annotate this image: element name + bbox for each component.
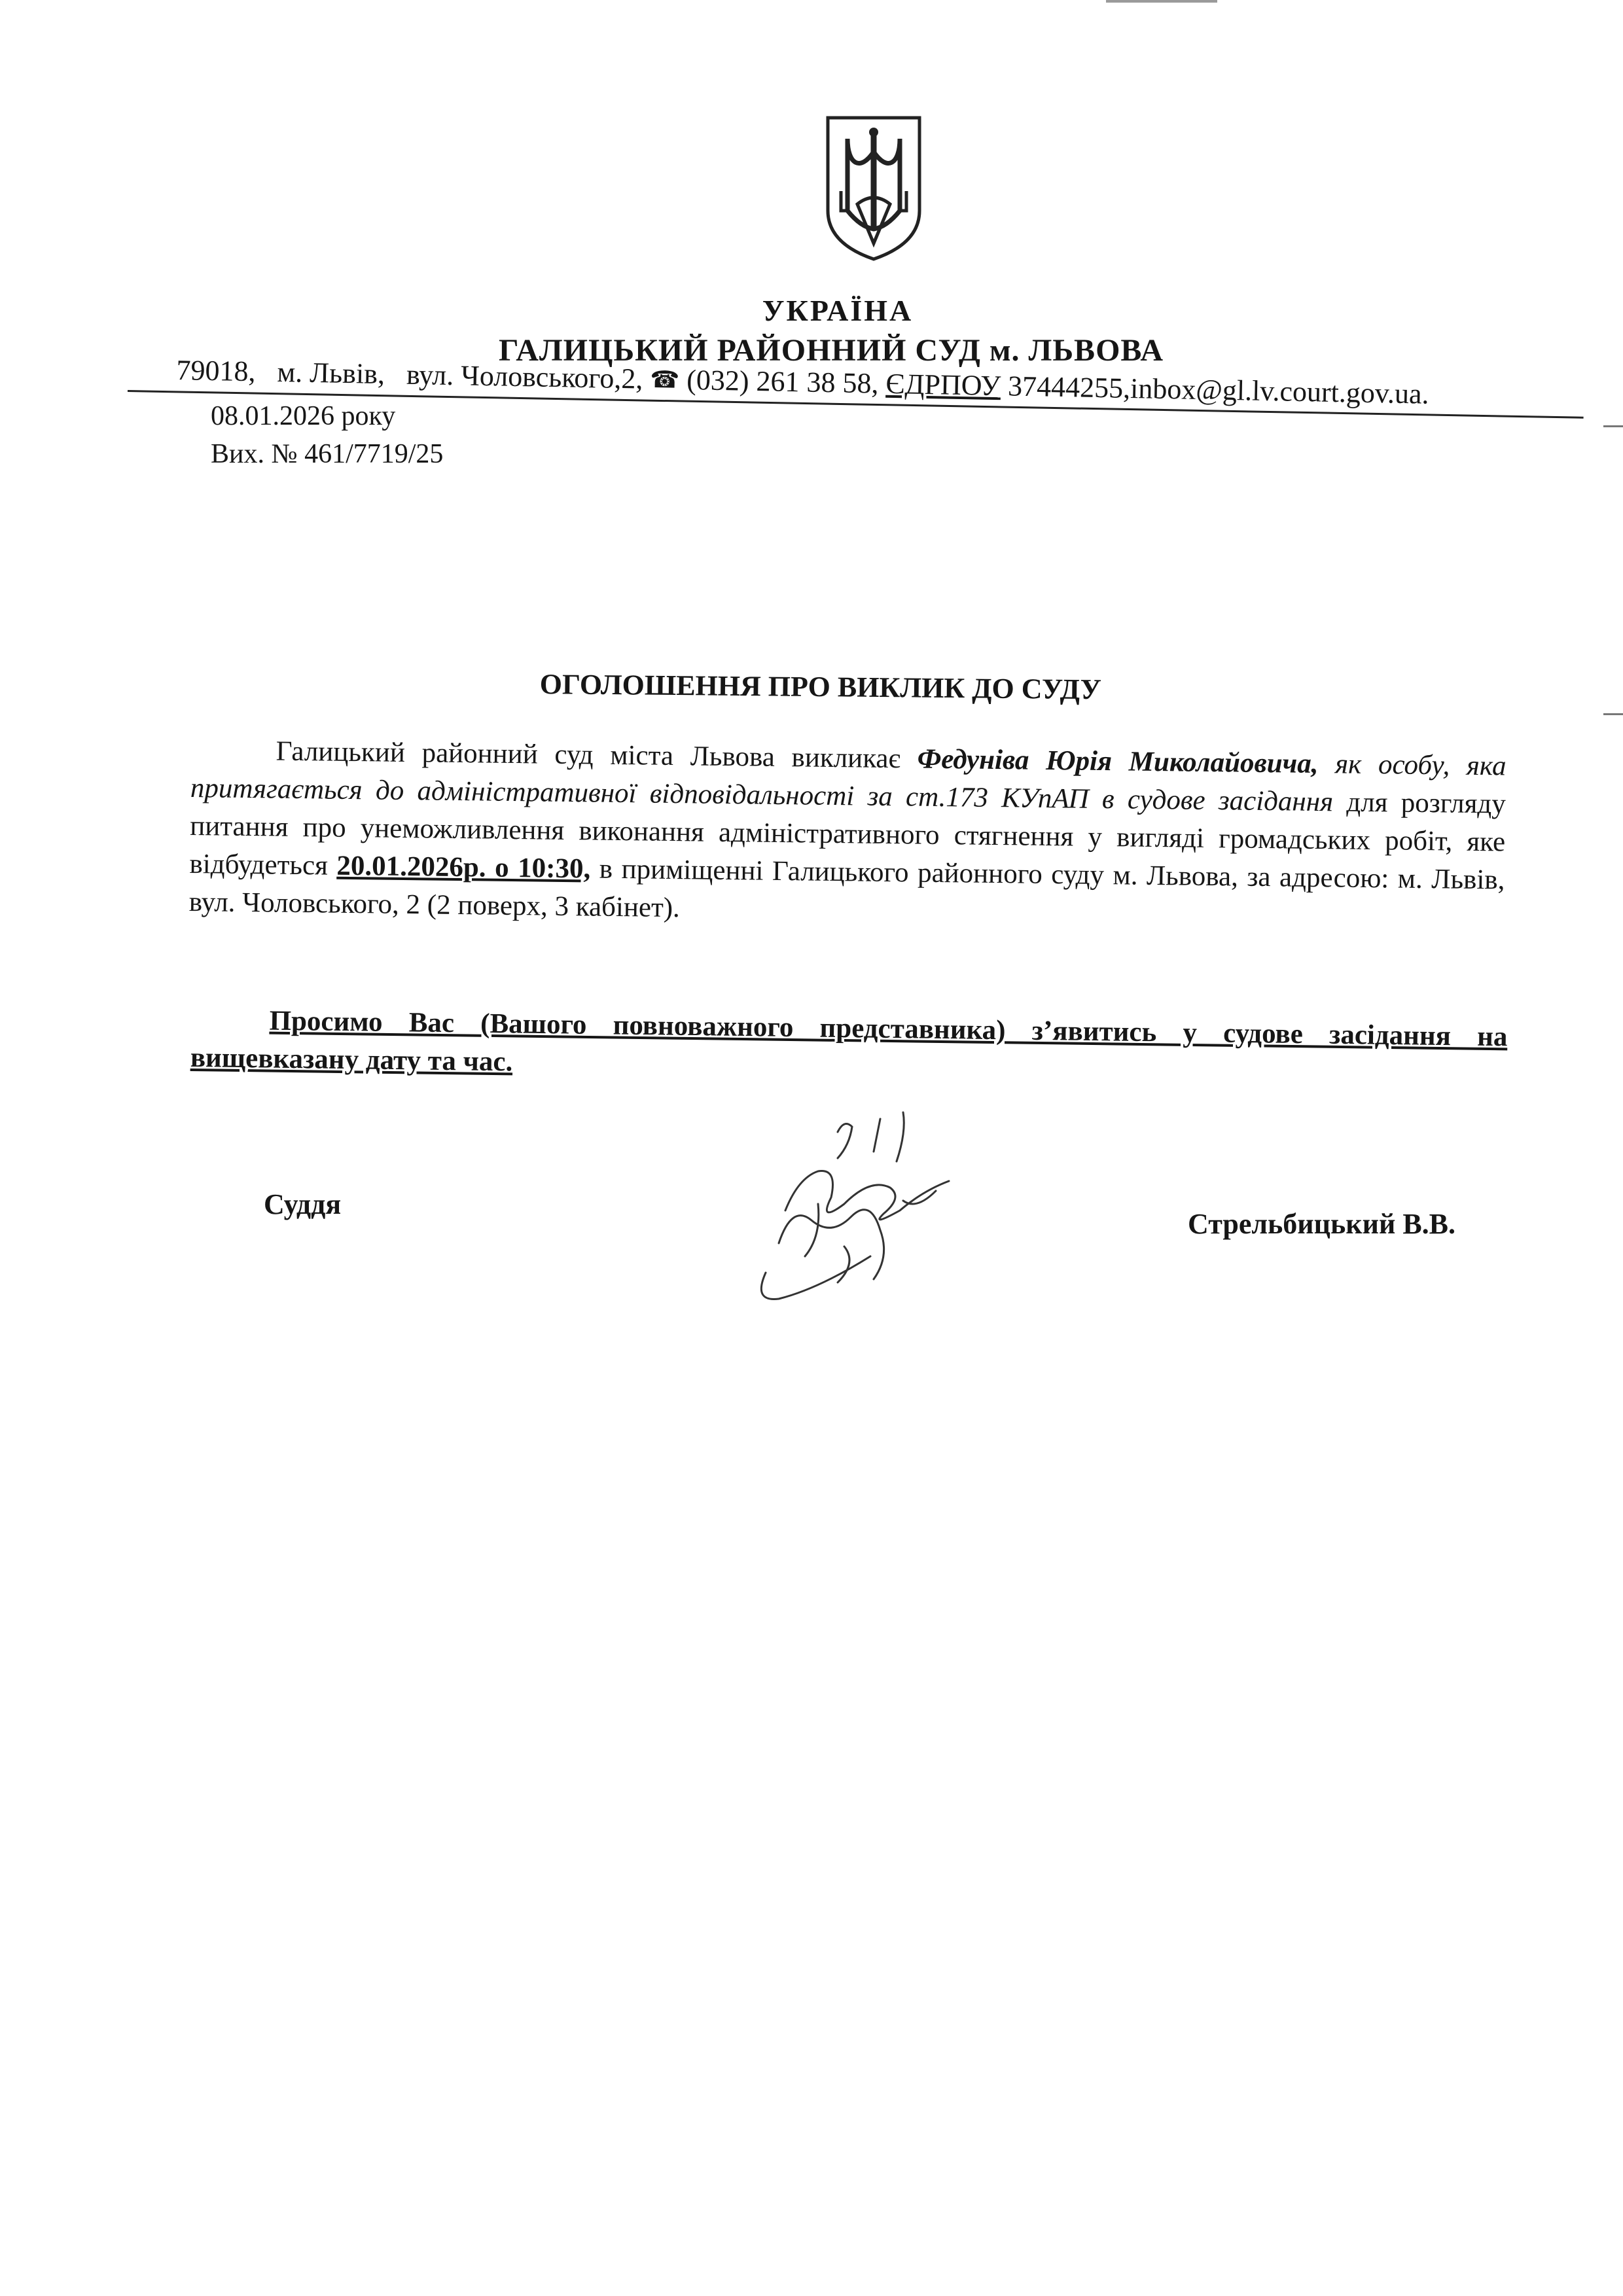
judge-label: Суддя — [264, 1188, 342, 1220]
hearing-location: в приміщенні Галицького районного суду м. Львова, за адресою: м. Львів, вул. Чоловського, 2 (2 поверх, 3 кабінет). — [188, 853, 1505, 924]
appearance-request — [190, 1001, 1507, 1094]
scan-edge-mark — [1603, 425, 1623, 427]
appearance-request-text: Просимо Вас (Вашого повноважного представника) з’явитись у судове засідання на вищевказану дату та час. — [190, 1005, 1508, 1078]
edrpou-label: ЄДРПОУ — [885, 367, 1001, 402]
document-title: ОГОЛОШЕННЯ ПРО ВИКЛИК ДО СУДУ — [539, 667, 1102, 706]
edrpou-and-email: 37444255,inbox@gl.lv.court.gov.ua. — [1007, 370, 1429, 410]
street-address: вул. Чоловського,2, — [406, 358, 643, 395]
telephone-icon: ☎ — [649, 366, 680, 393]
phone-number: (032) 261 38 58, — [686, 363, 879, 400]
summons-paragraph — [188, 732, 1506, 938]
court-name-heading: ГАЛИЦЬКИЙ РАЙОННИЙ СУД м. ЛЬВОВА — [498, 333, 1164, 368]
outgoing-number: Вих. № 461/7719/25 — [211, 439, 444, 469]
postcode: 79018, — [176, 353, 256, 388]
hearing-datetime: 20.01.2026р. о 10:30, — [336, 850, 591, 885]
country-heading: УКРАЇНА — [762, 294, 914, 327]
scan-edge-mark — [1603, 713, 1623, 715]
body-intro: Галицький районний суд міста Львова викликає — [276, 735, 901, 775]
scan-artifact — [1106, 0, 1217, 3]
document-date: 08.01.2026 року — [211, 401, 396, 431]
body-purpose: для розгляду питання про унеможливлення виконання адміністративного стягнення у вигляді громадських робіт, яке відбудеться — [189, 786, 1507, 881]
legal-basis: як особу, яка притягається до адміністративної відповідальності за ст.173 КУпАП в судове засідання — [190, 749, 1507, 818]
ukraine-coat-of-arms-icon — [821, 113, 926, 263]
summoned-person-name: Федуніва Юрія Миколайовича, — [917, 743, 1319, 780]
judge-name: Стрельбицький В.В. — [1188, 1208, 1456, 1240]
city: м. Львів, — [277, 355, 385, 391]
handwritten-signature-icon — [740, 1106, 988, 1315]
